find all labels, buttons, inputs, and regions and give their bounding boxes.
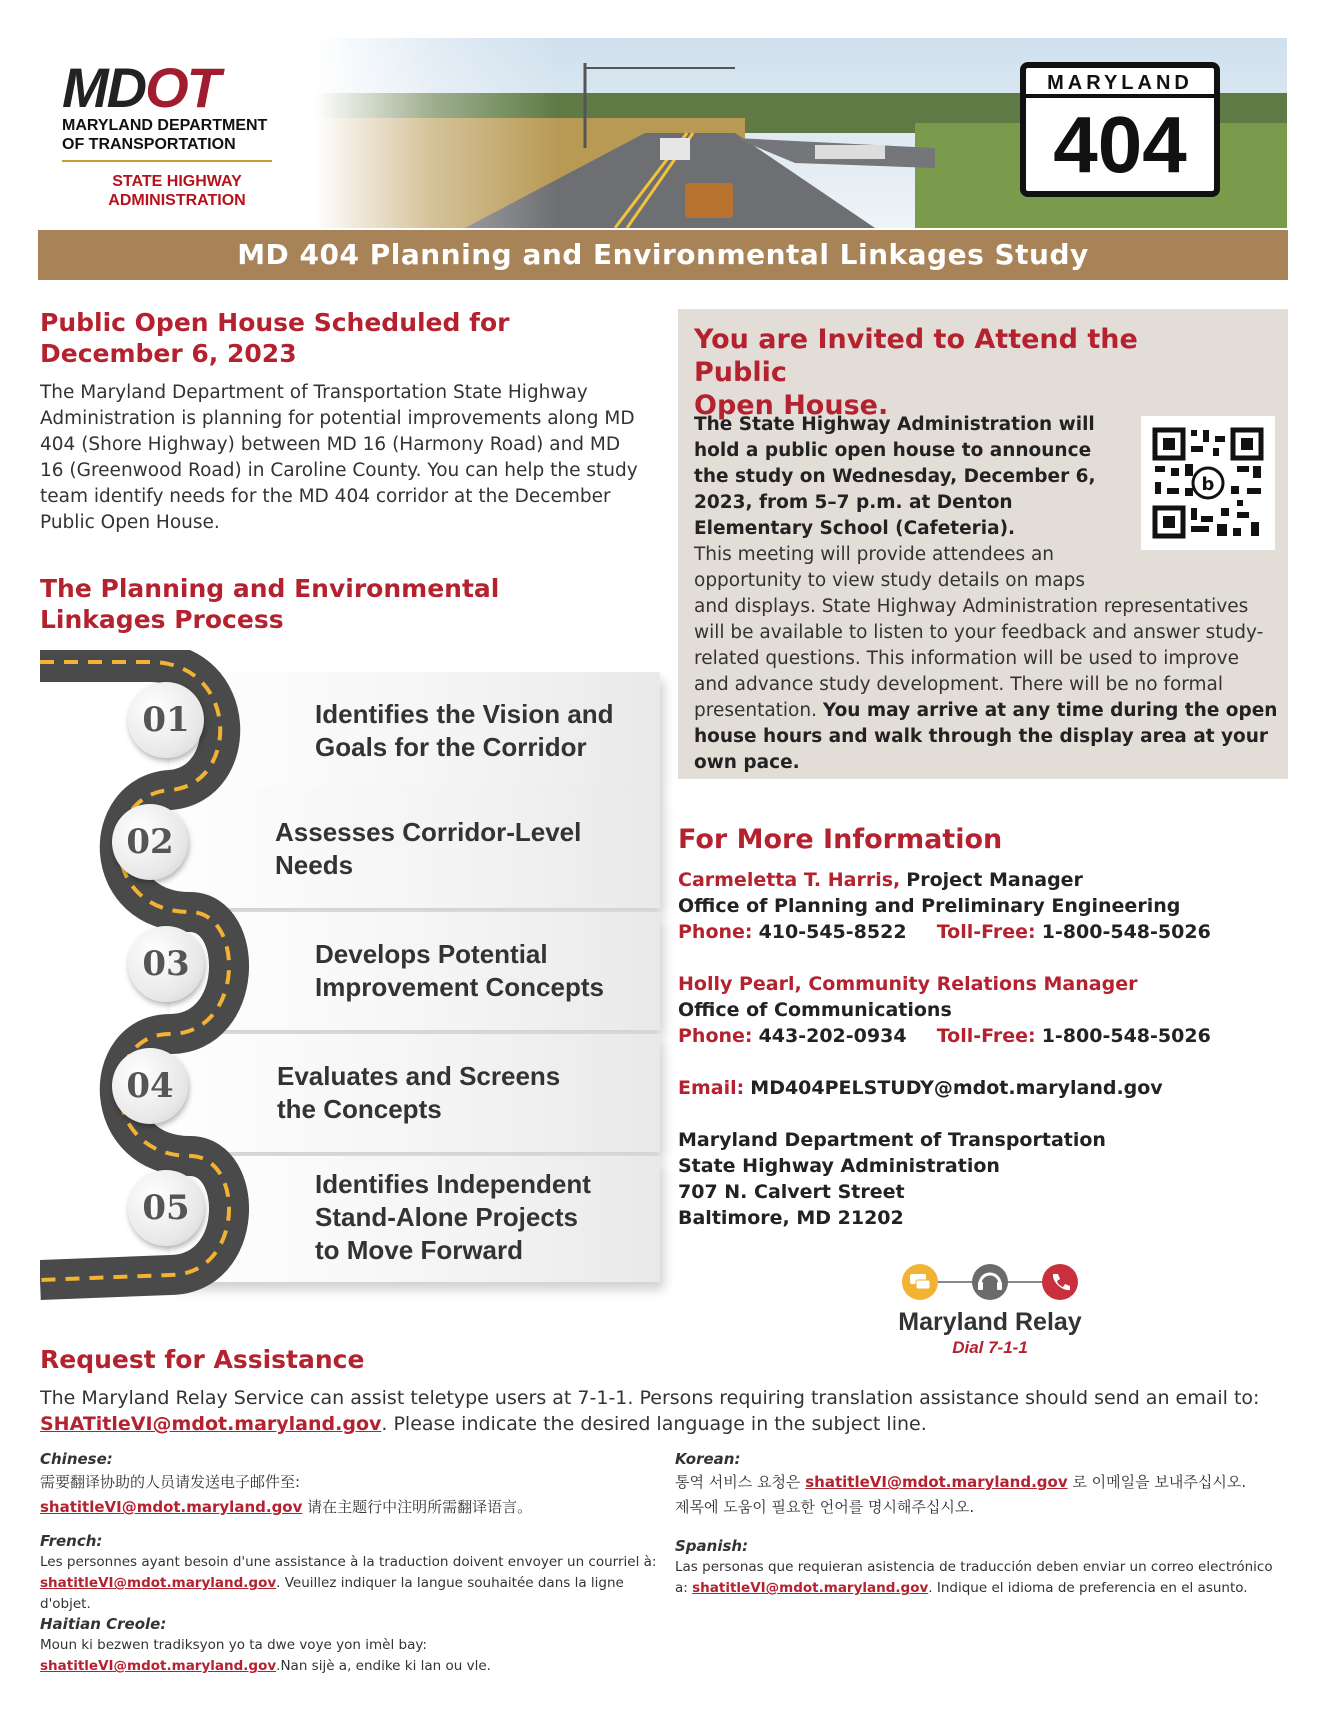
title-vi-email-link[interactable]: SHATitleVI@mdot.maryland.gov: [40, 1413, 382, 1435]
pel-heading: [40, 573, 560, 635]
address-line: Maryland Department of Transportation: [678, 1129, 1106, 1151]
lang-line: Moun ki bezwen tradiksyon yo ta dwe voye yon imèl bay:: [40, 1637, 427, 1653]
contact-office: Office of Communications: [678, 999, 952, 1021]
lang-label: Chinese:: [40, 1450, 113, 1468]
lang-email-link[interactable]: shatitleVI@mdot.maryland.gov: [692, 1580, 929, 1596]
invite-paragraph-b: and displays. State Highway Administration representatives will be available to listen to your feedback and answer study-related questions. This information will be used to improve and advance study development. There will be no formal presentation.: [694, 596, 1264, 721]
route-sign-number: 404: [1053, 100, 1187, 189]
invite-arrival-note: You may arrive at any time during the open house hours and walk through the display area at your own pace.: [694, 700, 1278, 773]
haitian-creole-notice: [40, 1613, 660, 1677]
study-email-line: [678, 1075, 1278, 1101]
contact-phone-line: [678, 1023, 1278, 1049]
phone-number[interactable]: 443-202-0934: [758, 1025, 907, 1047]
lang-line: Las personas que requieran asistencia de traducción deben enviar un correo electrónico: [675, 1559, 1273, 1575]
step-text: [315, 938, 604, 1004]
intro-paragraph: The Maryland Department of Transportation State Highway Administration is planning for potential improvements along MD 404 (Shore Highway) between MD 16 (Harmony Road) and MD 16 (Greenwood Road) in Caroline County. You can help the study team identify needs for the MD 404 corridor at the December Public Open House.: [40, 382, 638, 533]
pel-process-graphic: [40, 650, 640, 1310]
lang-text: 로 이메일을 보내주십시오.: [1067, 1473, 1247, 1491]
open-house-heading-line-1: Public Open House Scheduled for: [40, 308, 510, 337]
tollfree-number[interactable]: 1-800-548-5026: [1041, 1025, 1211, 1047]
contact-name: Holly Pearl, Community Relations Manager: [678, 973, 1138, 995]
pel-heading-line-1: The Planning and Environmental: [40, 574, 500, 603]
logo-divider: [62, 160, 272, 162]
lang-line: [40, 1495, 640, 1520]
contact-harris: [678, 867, 1278, 945]
step-text: [315, 698, 614, 764]
phone-number[interactable]: 410-545-8522: [758, 921, 907, 943]
contact-pearl: [678, 971, 1278, 1049]
relay-title: Maryland Relay: [898, 1308, 1082, 1336]
lang-text: .Nan sijè a, endike ki lan ou vle.: [276, 1658, 491, 1674]
contact-phone-line: [678, 919, 1278, 945]
study-email-link[interactable]: MD404PELSTUDY@mdot.maryland.gov: [750, 1077, 1163, 1099]
invite-heading-line-2: Open House.: [694, 390, 889, 421]
address-line: Baltimore, MD 21202: [678, 1207, 904, 1229]
invite-heading: [694, 323, 1214, 422]
lang-line: [675, 1578, 1295, 1599]
address-line: State Highway Administration: [678, 1155, 1000, 1177]
lang-email-link[interactable]: shatitleVI@mdot.maryland.gov: [40, 1658, 277, 1674]
french-notice: [40, 1530, 660, 1615]
step-number: 04: [112, 1048, 188, 1124]
tollfree-label: Toll-Free:: [936, 1025, 1036, 1047]
step-number: 03: [128, 926, 204, 1002]
lang-label: Spanish:: [675, 1537, 749, 1555]
contact-name-line: [678, 867, 1278, 893]
logo-sub-1: STATE HIGHWAY: [112, 173, 242, 190]
lang-label: Haitian Creole:: [40, 1615, 167, 1633]
lang-text: a:: [675, 1580, 693, 1596]
step-line: Improvement Concepts: [315, 972, 604, 1002]
relay-icons: [880, 1262, 1100, 1308]
mdot-wordmark: [62, 56, 292, 119]
logo-line-1: MARYLAND DEPARTMENT: [62, 117, 268, 134]
mailing-address: [678, 1127, 1278, 1231]
lang-email-link[interactable]: shatitleVI@mdot.maryland.gov: [40, 1575, 277, 1591]
step-number: 02: [112, 804, 188, 880]
step-line: Develops Potential: [315, 939, 548, 969]
lang-text: 통역 서비스 요청은: [675, 1473, 806, 1491]
invite-paragraph-a: This meeting will provide attendees an opportunity to view study details on maps: [694, 544, 1085, 591]
spanish-notice: [675, 1535, 1295, 1599]
assistance-body: [40, 1385, 1290, 1437]
step-line: the Concepts: [277, 1094, 442, 1124]
mdot-logo: [62, 56, 292, 210]
step-line: Stand-Alone Projects: [315, 1202, 578, 1232]
assistance-heading: Request for Assistance: [40, 1345, 365, 1374]
route-404-sign: [1020, 62, 1220, 197]
page-title: MD 404 Planning and Environmental Linkages Study: [38, 230, 1288, 280]
lang-line: Les personnes ayant besoin d'une assistance à la traduction doivent envoyer un courriel à:: [40, 1554, 657, 1570]
contact-name: Carmeletta T. Harris,: [678, 869, 901, 891]
more-info-heading: For More Information: [678, 824, 1003, 855]
logo-line-2: OF TRANSPORTATION: [62, 136, 236, 153]
assistance-text: The Maryland Relay Service can assist teletype users at 7-1-1. Persons requiring translation assistance should send an email to:: [40, 1387, 1260, 1409]
lang-text: . Indique el idioma de preferencia en el asunto.: [928, 1580, 1248, 1596]
address-line: 707 N. Calvert Street: [678, 1181, 905, 1203]
lang-text: . Veuillez indiquer la langue souhaitée dans la ligne d'objet.: [40, 1575, 624, 1612]
invite-heading-line-1: You are Invited to Attend the Public: [694, 324, 1138, 388]
lang-line: 제목에 도움이 필요한 언어를 명시해주십시오.: [675, 1498, 975, 1516]
lang-email-link[interactable]: shatitleVI@mdot.maryland.gov: [40, 1498, 303, 1516]
step-text: [315, 1168, 591, 1267]
lang-line: [675, 1470, 1295, 1495]
step-line: Goals for the Corridor: [315, 732, 587, 762]
invite-body: [694, 412, 1279, 776]
assistance-text-end: . Please indicate the desired language in the subject line.: [381, 1413, 927, 1435]
logo-sub-2: ADMINISTRATION: [108, 192, 246, 209]
step-line: Evaluates and Screens: [277, 1061, 561, 1091]
svg-text:b: b: [1201, 474, 1215, 495]
lang-line: [40, 1573, 660, 1615]
tollfree-label: Toll-Free:: [936, 921, 1036, 943]
phone-label: Phone:: [678, 1025, 753, 1047]
maryland-relay-logo: [880, 1262, 1100, 1362]
contact-office: Office of Planning and Preliminary Engineering: [678, 895, 1181, 917]
lang-line: [40, 1656, 660, 1677]
email-label: Email:: [678, 1077, 745, 1099]
open-house-heading-line-2: December 6, 2023: [40, 339, 297, 368]
chinese-notice: [40, 1448, 640, 1520]
step-line: Assesses Corridor-Level: [275, 817, 582, 847]
lang-text: 请在主题行中注明所需翻译语言。: [302, 1498, 533, 1516]
contact-role: Project Manager: [906, 869, 1083, 891]
invite-event-details: The State Highway Administration will hold a public open house to announce the study on Wednesday, December 6, 2023, from 5–7 p.m. at Denton Elementary School (Cafeteria).: [694, 414, 1096, 539]
step-line: Identifies Independent: [315, 1169, 591, 1199]
step-number: 01: [128, 682, 204, 758]
tollfree-number[interactable]: 1-800-548-5026: [1041, 921, 1211, 943]
lang-line: 需要翻译协助的人员请发送电子邮件至:: [40, 1473, 301, 1491]
route-sign-state: MARYLAND: [1026, 68, 1214, 98]
open-house-heading: [40, 307, 640, 369]
korean-notice: [675, 1448, 1295, 1520]
lang-label: Korean:: [675, 1450, 741, 1468]
lang-email-link[interactable]: shatitleVI@mdot.maryland.gov: [805, 1473, 1068, 1491]
pel-heading-line-2: Linkages Process: [40, 605, 284, 634]
step-number: 05: [128, 1170, 204, 1246]
step-text: [275, 816, 581, 882]
logo-word-red: OT: [145, 56, 219, 119]
logo-word-dark: MD: [62, 56, 146, 119]
step-line: to Move Forward: [315, 1235, 524, 1265]
step-line: Identifies the Vision and: [315, 699, 614, 729]
step-line: Needs: [275, 850, 354, 880]
step-text: [277, 1060, 560, 1126]
phone-label: Phone:: [678, 921, 753, 943]
relay-dial: Dial 7-1-1: [952, 1338, 1028, 1357]
lang-label: French:: [40, 1532, 103, 1550]
